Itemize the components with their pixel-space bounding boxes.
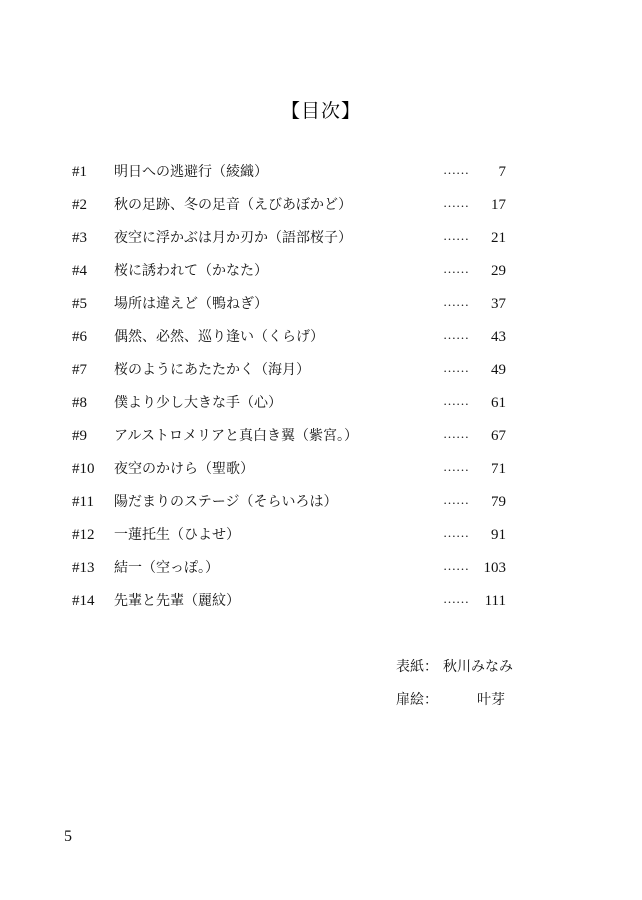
toc-entry-7 [72,357,512,390]
toc-entry-title: 一蓮托生（ひよせ） [114,527,240,543]
toc-entry-2 [72,192,512,225]
toc-entry-title: 夜空のかけら（聖歌） [114,461,254,477]
toc-entry-number: #5 [72,296,87,312]
toc-entry-page: 67 [491,428,506,444]
toc-entry-page: 37 [491,296,506,312]
toc-entry-page: 7 [498,164,506,180]
toc-entry-title: 明日への逃避行（綾織） [114,164,268,180]
toc-entry-8 [72,390,512,423]
credits [396,654,536,720]
page-number: 5 [64,828,72,845]
toc-entry-title: 陽だまりのステージ（そらいろは） [114,494,338,510]
toc-entry-title: アルストロメリアと真白き翼（紫宮。） [114,428,359,444]
toc-entry-title: 夜空に浮かぶは月か刃か（語部桜子） [114,230,352,246]
credit-cover [396,654,536,687]
toc-leader-dots: …… [443,195,469,210]
toc-leader-dots: …… [443,492,469,507]
toc-entry-number: #14 [72,593,95,609]
toc-entry-page: 17 [491,197,506,213]
toc-leader-dots: …… [443,360,469,375]
toc-entry-6 [72,324,512,357]
toc-leader-dots: …… [443,558,469,573]
toc-entry-title: 僕より少し大きな手（心） [114,395,282,411]
toc-entry-9 [72,423,512,456]
toc-leader-dots: …… [443,228,469,243]
toc-entry-page: 91 [491,527,506,543]
toc-entry-page: 79 [491,494,506,510]
credit-frontispiece-name: 叶芽 [477,692,505,708]
toc-entry-number: #10 [72,461,95,477]
credit-cover-name: 秋川みなみ [443,659,513,675]
toc-leader-dots: …… [443,162,469,177]
toc-leader-dots: …… [443,525,469,540]
toc-entry-number: #4 [72,263,87,279]
toc-leader-dots: …… [443,294,469,309]
toc-entry-title: 先輩と先輩（麗紋） [114,593,240,609]
toc-leader-dots: …… [443,327,469,342]
toc-entry-4 [72,258,512,291]
toc-leader-dots: …… [443,393,469,408]
toc-entry-3 [72,225,512,258]
toc-entry-title: 桜に誘われて（かなた） [114,263,268,279]
toc-entry-page: 61 [491,395,506,411]
toc-entry-title: 場所は違えど（鴨ねぎ） [114,296,268,312]
toc-entry-number: #3 [72,230,87,246]
toc-leader-dots: …… [443,261,469,276]
toc-entry-page: 49 [491,362,506,378]
table-of-contents [72,159,512,621]
toc-leader-dots: …… [443,426,469,441]
toc-entry-page: 71 [491,461,506,477]
toc-entry-page: 29 [491,263,506,279]
toc-entry-12 [72,522,512,555]
toc-entry-page: 43 [491,329,506,345]
toc-entry-page: 111 [484,593,506,609]
toc-leader-dots: …… [443,459,469,474]
page-title: 【目次】 [280,100,361,122]
credit-cover-label: 表紙： [396,659,438,675]
toc-entry-number: #6 [72,329,87,345]
toc-entry-number: #1 [72,164,87,180]
toc-entry-title: 秋の足跡、冬の足音（えびあぼかど） [114,197,352,213]
toc-entry-number: #8 [72,395,87,411]
credit-frontispiece-label: 扉絵： [396,692,438,708]
toc-entry-page: 21 [491,230,506,246]
toc-entry-number: #9 [72,428,87,444]
toc-entry-number: #11 [72,494,94,510]
toc-leader-dots: …… [443,591,469,606]
toc-entry-page: 103 [483,560,506,576]
toc-entry-14 [72,588,512,621]
toc-entry-13 [72,555,512,588]
toc-entry-number: #13 [72,560,95,576]
toc-entry-title: 偶然、必然、巡り逢い（くらげ） [114,329,324,345]
toc-entry-11 [72,489,512,522]
toc-entry-5 [72,291,512,324]
toc-entry-number: #2 [72,197,87,213]
credit-frontispiece [396,687,536,720]
toc-entry-10 [72,456,512,489]
toc-entry-title: 桜のようにあたたかく（海月） [114,362,310,378]
toc-entry-title: 結一（空っぽ。） [114,560,219,576]
toc-entry-number: #12 [72,527,95,543]
toc-entry-number: #7 [72,362,87,378]
toc-entry-1 [72,159,512,192]
